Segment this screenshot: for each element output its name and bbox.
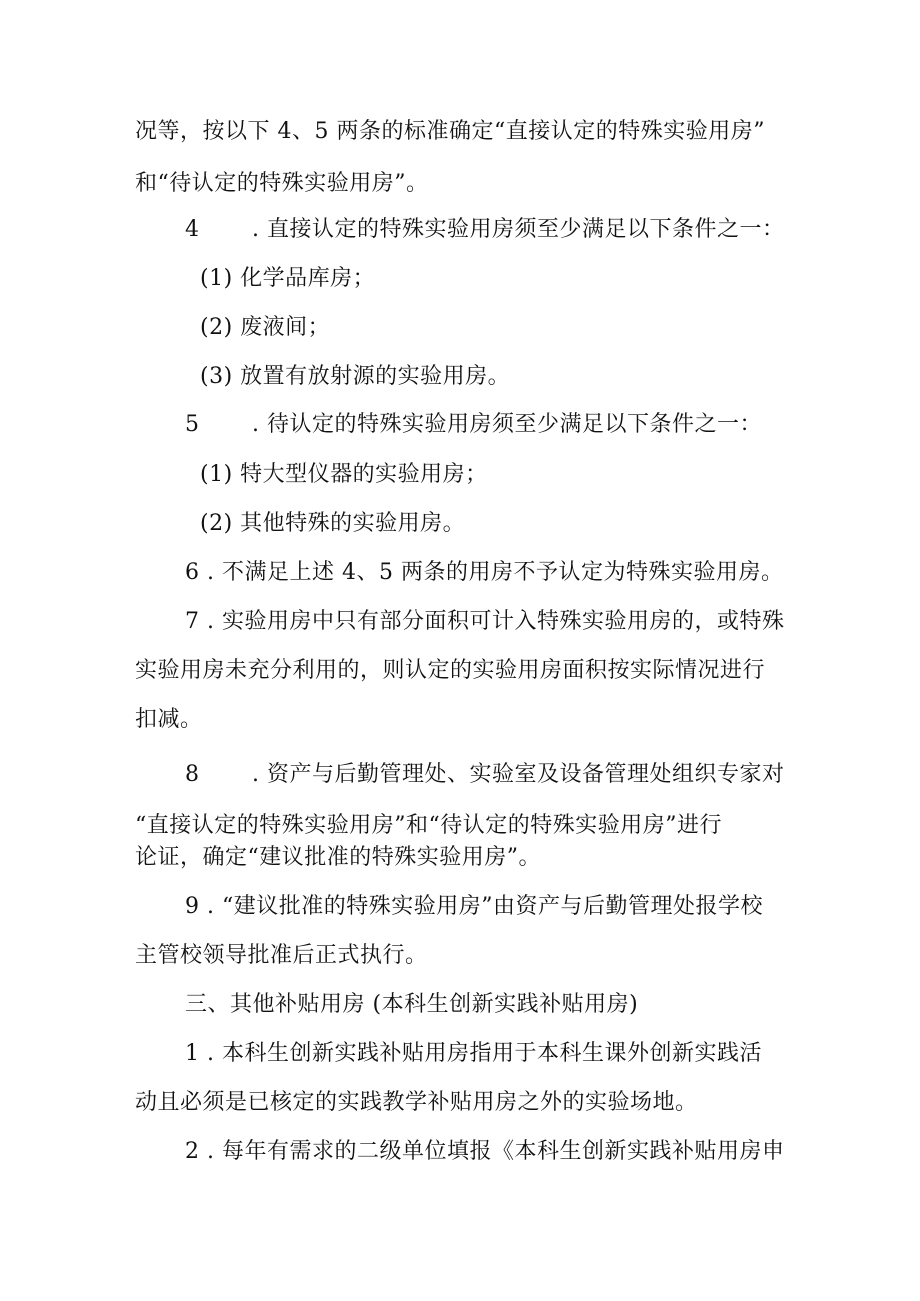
text-line: (3) 放置有放射源的实验用房。 xyxy=(200,364,511,389)
text-line: (1) 特大型仪器的实验用房； xyxy=(200,462,488,487)
text-line: 况等，按以下 4、5 两条的标准确定“直接认定的特殊实验用房” xyxy=(135,119,765,144)
text-line: “直接认定的特殊实验用房”和“待认定的特殊实验用房”进行 xyxy=(135,813,722,838)
text-line: (2) 废液间； xyxy=(200,315,331,340)
text-line: 和“待认定的特殊实验用房”。 xyxy=(135,171,429,196)
text-line: 7 . 实验用房中只有部分面积可计入特殊实验用房的，或特殊 xyxy=(185,609,785,634)
section-heading: 三、其他补贴用房 (本科生创新实践补贴用房) xyxy=(185,992,639,1017)
text-line: 9 . “建议批准的特殊实验用房”由资产与后勤管理处报学校 xyxy=(185,894,763,919)
text-line: 4 . 直接认定的特殊实验用房须至少满足以下条件之一： xyxy=(185,217,785,242)
text-line: 扣减。 xyxy=(135,707,203,732)
text-line: 主管校领导批准后正式执行。 xyxy=(135,943,428,968)
text-line: (1) 化学品库房； xyxy=(200,266,376,291)
text-line: 8 . 资产与后勤管理处、实验室及设备管理处组织专家对 xyxy=(185,762,785,787)
text-line: 1 . 本科生创新实践补贴用房指用于本科生课外创新实践活 xyxy=(185,1041,762,1066)
text-line: 论证，确定“建议批准的特殊实验用房”。 xyxy=(135,845,541,870)
text-line: 动且必须是已核定的实践教学补贴用房之外的实验场地。 xyxy=(135,1090,698,1115)
text-line: 5 . 待认定的特殊实验用房须至少满足以下条件之一： xyxy=(185,412,762,437)
text-line: 2 . 每年有需求的二级单位填报《本科生创新实践补贴用房申 xyxy=(185,1139,785,1164)
text-line: (2) 其他特殊的实验用房。 xyxy=(200,511,466,536)
text-line: 实验用房未充分利用的，则认定的实验用房面积按实际情况进行 xyxy=(135,658,766,683)
text-line: 6 . 不满足上述 4、5 两条的用房不予认定为特殊实验用房。 xyxy=(185,560,784,585)
